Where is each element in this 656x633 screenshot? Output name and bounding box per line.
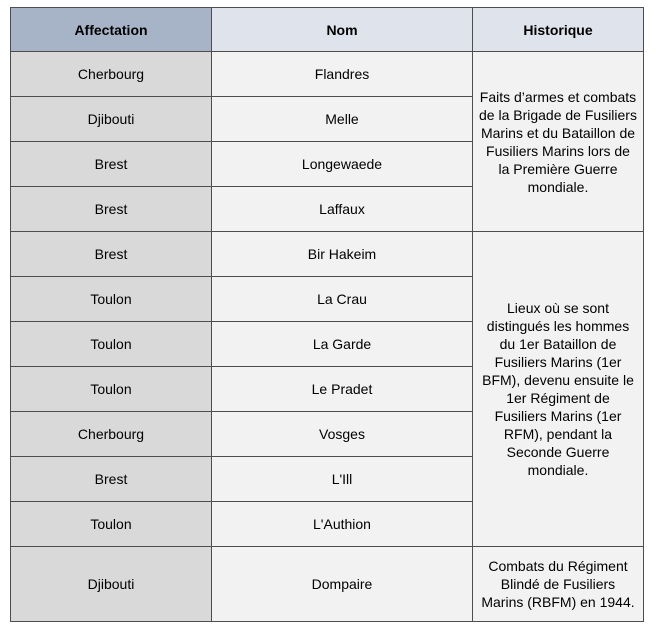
table-row [11, 52, 644, 97]
cell-affectation: Brest [11, 142, 212, 187]
cell-nom: Bir Hakeim [212, 232, 473, 277]
cell-historique-ww1: Faits d’armes et combats de la Brigade de Fusiliers Marins et du Bataillon de Fusiliers Marins lors de la Première Guerre mondiale. [473, 52, 644, 232]
cell-affectation: Brest [11, 457, 212, 502]
cell-affectation: Toulon [11, 502, 212, 547]
cell-affectation: Brest [11, 187, 212, 232]
cell-historique-1944: Combats du Régiment Blindé de Fusiliers Marins (RBFM) en 1944. [473, 547, 644, 622]
header-historique: Historique [473, 8, 644, 52]
cell-nom: L'Ill [212, 457, 473, 502]
cell-nom: Longewaede [212, 142, 473, 187]
cell-affectation: Toulon [11, 277, 212, 322]
cell-nom: Flandres [212, 52, 473, 97]
cell-nom: Le Pradet [212, 367, 473, 412]
cell-nom: Laffaux [212, 187, 473, 232]
table-row [11, 547, 644, 622]
table-row [11, 232, 644, 277]
cell-affectation: Toulon [11, 367, 212, 412]
cell-historique-ww2: Lieux où se sont distingués les hommes du 1er Bataillon de Fusiliers Marins (1er BFM), devenu ensuite le 1er Régiment de Fusiliers Marins (1er RFM), pendant la Seconde Guerre mondiale. [473, 232, 644, 547]
cell-affectation: Brest [11, 232, 212, 277]
cell-nom: Vosges [212, 412, 473, 457]
cell-affectation: Djibouti [11, 547, 212, 622]
cell-affectation: Djibouti [11, 97, 212, 142]
cell-nom: La Crau [212, 277, 473, 322]
header-affectation: Affectation [11, 8, 212, 52]
header-row [11, 8, 644, 52]
header-nom: Nom [212, 8, 473, 52]
cell-affectation: Cherbourg [11, 52, 212, 97]
cell-nom: La Garde [212, 322, 473, 367]
units-table [10, 7, 644, 622]
cell-affectation: Toulon [11, 322, 212, 367]
cell-nom: Dompaire [212, 547, 473, 622]
cell-affectation: Cherbourg [11, 412, 212, 457]
cell-nom: Melle [212, 97, 473, 142]
cell-nom: L'Authion [212, 502, 473, 547]
